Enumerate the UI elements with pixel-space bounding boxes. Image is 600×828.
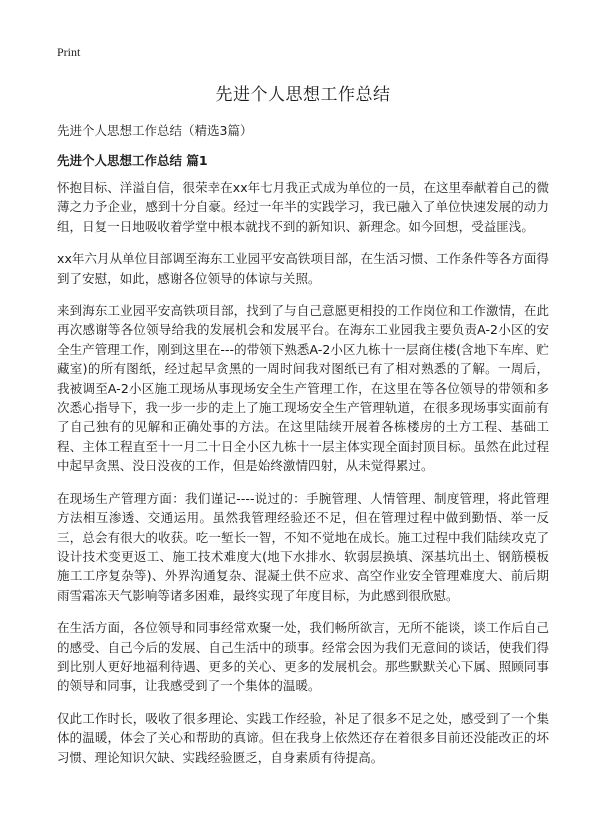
paragraph-5: 在生活方面，各位领导和同事经常欢聚一处，我们畅所欲言，无所不能谈，谈工作后自己的感受、自己今后的发展、自己生活中的琐事。经常会因为我们无意间的谈话，使我们得到比别人更好地福利待遇、更多的关心、更多的发展机会。那些默默关心下属、照顾同事的领导和同事，让我感受到了一个集体的温暖。 bbox=[57, 620, 549, 694]
paragraph-2: xx年六月从单位目部调至海东工业园平安高铁项目部，在生活习惯、工作条件等各方面得到了安慰，如此，感谢各位领导的体谅与关照。 bbox=[57, 251, 549, 286]
paragraph-3: 来到海东工业园平安高铁项目部，找到了与自己意愿更相投的工作岗位和工作激情，在此再次感谢等各位领导给我的发展机会和发展平台。在海东工业园我主要负责A-2小区的安全生产管理工作，刚到这里在---的带领下熟悉A-2小区九栋十一层商住楼(含地下车库、贮藏室)的所有图纸，经过起早贪黑的一周时间我对图纸已有了相对熟悉的了解。一周后，我被调至A-2小区施工现场从事现场安全生产管理工作，在这里在等各位领导的带领和多次悉心指导下，我一步一步的走上了施工现场安全生产管理轨道，在很多现场事实面前有了自己独有的见解和正确处事的方法。在这里陆续开展着各栋楼房的土方工程、基础工程、主体工程直至十一月二十日全小区九栋十一层主体实现全面封顶目标。虽然在此过程中起早贪黑、没日没夜的工作，但是始终激情四射，从未觉得累过。 bbox=[57, 303, 549, 474]
print-link[interactable]: Print bbox=[57, 45, 81, 59]
page-title: 先进个人思想工作总结 bbox=[215, 85, 391, 105]
section-heading: 先进个人思想工作总结 篇1 bbox=[57, 153, 208, 168]
article-body bbox=[57, 178, 549, 780]
paragraph-4: 在现场生产管理方面：我们谨记----说过的：手腕管理、人情管理、制度管理，将此管理方法相互渗透、交通运用。虽然我管理经验还不足，但在管理过程中做到勤悟、举一反三，总会有很大的收获。吃一堑长一智，不知不觉地在成长。施工过程中我们陆续攻克了设计技术变更返工、施工技术难度大(地下水排水、软弱层换填、深基坑出土、钢筋模板施工工序复杂等)、外界沟通复杂、混凝土供不应求、高空作业安全管理难度大、前后期雨雪霜冻天气影响等诸多困难，最终实现了年度目标，为此感到很欣慰。 bbox=[57, 490, 549, 603]
document-subtitle: 先进个人思想工作总结（精选3篇） bbox=[57, 123, 253, 138]
paragraph-1: 怀抱目标、洋溢自信，很荣幸在xx年七月我正式成为单位的一员，在这里奉献着自己的微薄之力予企业，感到十分自豪。经过一年半的实践学习，我已融入了单位快速发展的动力组，日复一日地吸收着学堂中根本就找不到的新知识、新理念。如今回想，受益匪浅。 bbox=[57, 180, 549, 234]
paragraph-6: 仅此工作时长，吸收了很多理论、实践工作经验，补足了很多不足之处，感受到了一个集体的温暖，体会了关心和帮助的真谛。但在我身上依然还存在着很多目前还没能改正的坏习惯、理论知识欠缺、实践经验匮乏，自身素质有待提高。 bbox=[57, 710, 549, 765]
